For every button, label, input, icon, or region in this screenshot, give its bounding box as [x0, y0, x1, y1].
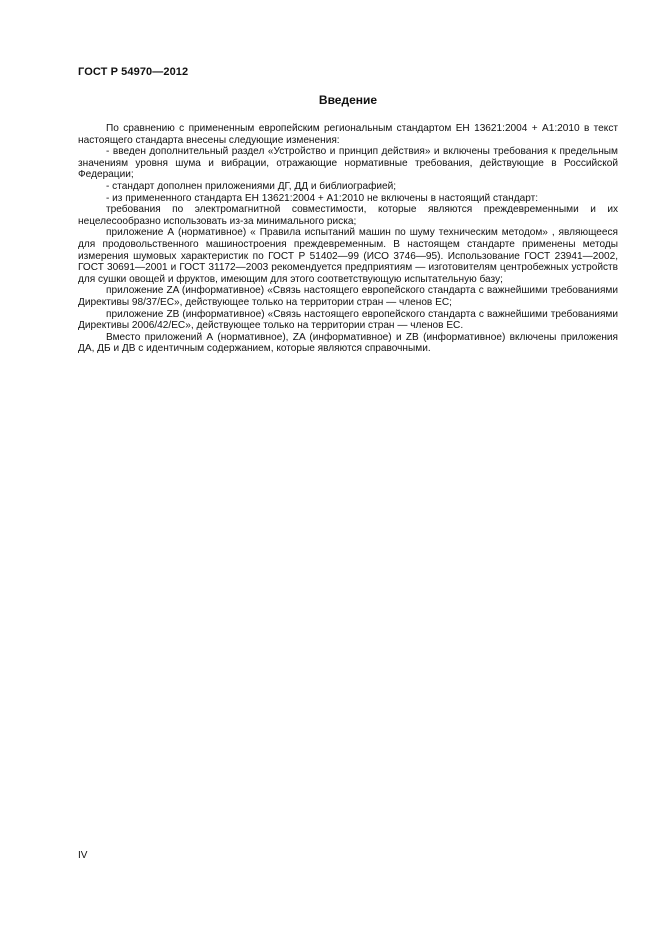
list-item-added-section: - введен дополнительный раздел «Устройство и принцип действия» и включены требования к предельным значениям уровня шума и вибрации, отражающие нормативные требования, действующие в Российской Федерации;	[78, 146, 618, 181]
page-number: IV	[78, 850, 88, 861]
section-body	[78, 123, 618, 355]
section-title: Введение	[318, 93, 378, 107]
paragraph-intro: По сравнению с примененным европейским региональным стандартом ЕН 13621:2004 + А1:2010 в текст настоящего стандарта внесены следующие изменения:	[78, 123, 618, 146]
paragraph-appendix-za: приложение ZA (информативное) «Связь настоящего европейского стандарта с важнейшими требованиями Директивы 98/37/ЕС», действующее только на территории стран — членов ЕС;	[78, 285, 618, 308]
document-id-header: ГОСТ Р 54970—2012	[78, 66, 189, 78]
paragraph-emc-requirements: требования по электромагнитной совместимости, которые являются преждевременными и их нецелесообразно использовать из-за минимального риска;	[78, 204, 618, 227]
paragraph-appendix-a: приложение А (нормативное) « Правила испытаний машин по шуму техническим методом» , являющееся для продовольственного машиностроения преждевременным. В настоящем стандарте применены методы измерения шумовых характеристик по ГОСТ Р 51402—99 (ИСО 3746—95). Использование ГОСТ 23941—2002, ГОСТ 30691—2001 и ГОСТ 31172—2003 рекомендуется предприятиям — изготовителям центробежных устройств для сушки овощей и фруктов, имеющим для этого соответствующую испытательную базу;	[78, 227, 618, 285]
paragraph-appendix-zb: приложение ZB (информативное) «Связь настоящего европейского стандарта с важнейшими требованиями Директивы 2006/42/ЕС», действующее только на территории стран — членов ЕС.	[78, 308, 618, 332]
list-item-excluded: - из примененного стандарта ЕН 13621:2004 + А1:2010 не включены в настоящий стандарт:	[106, 192, 539, 204]
list-item-appendices-added: - стандарт дополнен приложениями ДГ, ДД и библиографией;	[106, 180, 397, 192]
paragraph-replacement-appendices: Вместо приложений А (нормативное), ZA (информативное) и ZB (информативное) включены приложения ДА, ДБ и ДВ с идентичным содержанием, которые являются справочными.	[78, 331, 618, 355]
